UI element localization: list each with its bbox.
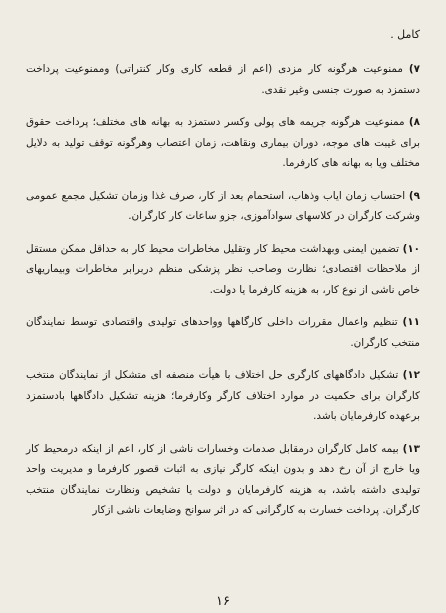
- list-item-paragraph: [26, 439, 420, 521]
- item-text: بیمه کامل کارگران درمقابل صدمات وخسارات ناشی از کار، اعم از اینکه درمحیط کار ویا خارج از آن رخ دهد و بدون اینکه کارگر نیازی به اثبات قصور کارفرما و مدیریت واحد تولیدی داشته باشد، به هزینه کارفرمایان و دولت یا تشخیص ونظارت نمایندگان منتخب کارگران. پرداخت خسارت به کارگرانی که در اثر سوانح وضایعات ناشی ازکار: [26, 442, 420, 516]
- item-text: احتساب زمان ایاب وذهاب، استحمام بعد از کار، صرف غذا وزمان تشکیل مجمع عمومی وشرکت کارگران در کلاسهای سوادآموزی، جزو ساعات کار کارگران.: [26, 189, 420, 222]
- list-item-paragraph: [26, 239, 420, 301]
- list-item-paragraph: [26, 186, 420, 227]
- item-number: ۹): [408, 189, 421, 202]
- item-number: ۱۱): [402, 316, 420, 328]
- item-number: ۱۰): [402, 242, 420, 255]
- page-number: ۱۶: [216, 594, 230, 609]
- list-item: [26, 239, 420, 301]
- demands-list: [26, 59, 420, 521]
- item-number: ۷): [408, 63, 420, 75]
- list-item: [26, 112, 420, 174]
- list-item: [26, 186, 420, 227]
- item-number: ۱۳): [402, 442, 420, 455]
- list-item: [26, 439, 420, 521]
- list-item-paragraph: [26, 365, 420, 427]
- item-text: ممنوعیت هرگونه جریمه های پولی وکسر دستمزد به بهانه های مختلف؛ پرداخت حقوق برای غیبت های موجه، دوران بیماری ونقاهت، زمان اعتصاب وهرگونه توقف تولید به دلایل مختلف ویا به بهانه های کارفرما.: [26, 116, 420, 169]
- item-text: تشکیل دادگاههای کارگری حل اختلاف با هیأت منصفه ای متشکل از نمایندگان منتخب کارگران برای حکمیت در موارد اختلاف کارگر وکارفرما؛ هزینه تشکیل دادگاهها بادستمزد برعهده کارفرمایان باشد.: [26, 369, 420, 422]
- item-text: ممنوعیت هرگونه کار مزدی (اعم از قطعه کاری وکار کنتراتی) وممنوعیت پرداخت دستمزد به صورت جنسی وغیر نقدی.: [26, 63, 420, 96]
- list-item: [26, 365, 420, 427]
- list-item-paragraph: [26, 312, 420, 353]
- item-number: ۸): [408, 116, 420, 128]
- item-text: تنظیم واعمال مقررات داخلی کارگاهها وواحدهای تولیدی واقتصادی توسط نمایندگان منتخب کارگران.: [26, 316, 420, 349]
- list-item-paragraph: [26, 112, 420, 174]
- list-item-paragraph: [26, 59, 420, 100]
- item-number: ۱۲): [402, 369, 420, 381]
- list-item: [26, 312, 420, 353]
- item-text: تضمین ایمنی وبهداشت محیط کار وتقلیل مخاطرات محیط کار به حداقل ممکن مستقل از ملاحظات اقتصادی؛ نظارت وصاحب نظر پزشکی منظم دربرابر مخاطرات وبیماریهای خاص ناشی از نوع کار، به هزینه کارفرما یا دولت.: [26, 242, 420, 296]
- continued-text: کامل .: [390, 28, 420, 41]
- list-item: [26, 59, 420, 100]
